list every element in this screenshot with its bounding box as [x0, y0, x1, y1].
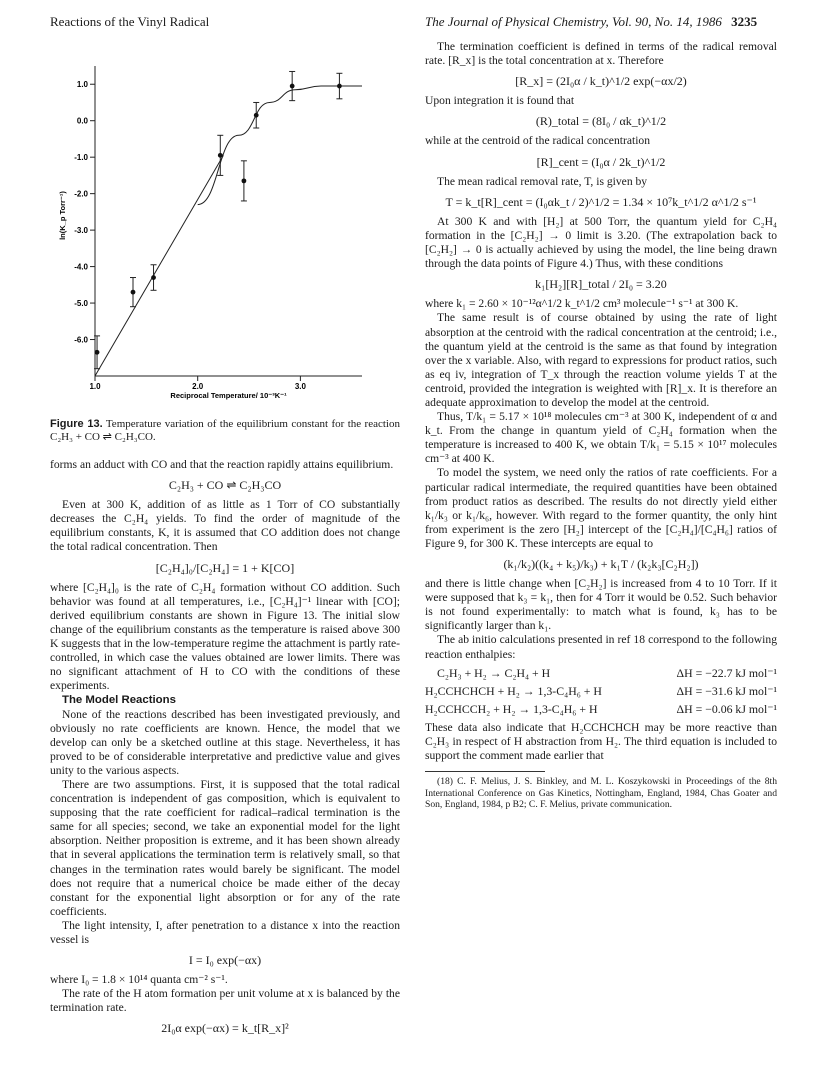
paragraph: forms an adduct with CO and that the reaction rapidly attains equilibrium. [50, 458, 394, 471]
saturation-curve [198, 86, 362, 205]
paragraph: while at the centroid of the radical concentration [425, 134, 651, 148]
paragraph: where I₀ = 1.8 × 10¹⁴ quanta cm⁻² s⁻¹. [50, 973, 228, 987]
data-point [218, 153, 223, 158]
y-tick-label: -2.0 [74, 189, 88, 199]
paragraph: where [C₂H₄]₀ is the rate of C₂H₄ formation without CO addition. Such behavior was found at all temperatures, i.e., [C₂H₄]⁻¹ linear with [CO]; derived equilibrium constants are shown in Figure 13. The initial slow change of the equilibrium constants as the temperature is raised above 300 K suggests that in the low-temperature regime the attachment is partly rate-controlled, in which case the values obtained are lower limits. There was no significant attachment of H to CO with the conditions of these experiments. [50, 580, 400, 693]
equation: [R_x] = (2I₀α / k_t)^1/2 exp(−αx/2) [515, 74, 687, 89]
reference-18: (18) C. F. Melius, J. S. Binkley, and M. L. Koszykowski in Proceedings of the 8th International Conference on Gas Kinetics, Nottingham, England, 1984, Chas Goater and Son, England, 1984, p B2; C. F. Melius, private communication. [425, 776, 777, 811]
data-point [95, 350, 100, 355]
paragraph: There are two assumptions. First, it is supposed that the total radical concentration is independent of gas composition, which is equivalent to supposing that the rate coefficient for radical–radical termination is the same for all species; second, we take an exponential model for the light absorption. Neither proposition is extreme, and it has been shown already that in several applications the termination term is relatively small, so that changes in the termination rates would barely be significant. The model does not require that a numerical choice be made either of the decay constant for the exponential light absorption or for any of the rate coefficients. [50, 777, 400, 918]
reaction-line [425, 702, 777, 716]
equation: [C₂H₄]₀/[C₂H₄] = 1 + K[CO] [155, 560, 295, 575]
paragraph: The mean radical removal rate, T, is given by [437, 174, 648, 188]
equation: (k₁/k₂)((k₄ + k₅)/k₃) + k₁T / (k₂k₃[C₂H₂]) [503, 557, 699, 571]
paragraph: Thus, T/k₁ = 5.17 × 10¹⁸ molecules cm⁻³ at 300 K, independent of α and k_t. From the change in quantum yield of C₂H₄ formation when the temperature is increased to 400 K, we obtain T/k₁ = 5.15 × 10¹⁷ molecules cm⁻³ at 400 K. [425, 410, 777, 466]
paragraph: These data also indicate that H₂CCHCHCH may be more reactive than C₂H₃ in respect of H abstraction from H₂. The third equation is included to support the comment made earlier that [425, 720, 777, 763]
reaction-enthalpy: ΔH = −22.7 kJ mol⁻¹ [676, 665, 777, 680]
footnote-rule [425, 771, 545, 772]
page-number: 3235 [731, 14, 758, 29]
reaction-line [425, 684, 777, 698]
reaction: H₂CCHCHCH + H₂ → 1,3-C₄H₆ + H [425, 683, 602, 698]
y-tick-label: -4.0 [74, 262, 88, 272]
caption-text: Temperature variation of the equilibrium constant for the reaction C₂H₃ + CO ⇌ C₂H₃CO. [50, 418, 400, 443]
reaction-line [425, 666, 777, 680]
equation: I = I₀ exp(−αx) [188, 953, 262, 968]
reaction: H₂CCHCCH₂ + H₂ → 1,3-C₄H₆ + H [425, 701, 598, 716]
journal-citation: The Journal of Physical Chemistry, Vol. 90, No. 14, 1986 [425, 14, 722, 29]
y-tick-label: 0.0 [76, 116, 88, 126]
equation: k₁[H₂][R]_total / 2I₀ = 3.20 [535, 277, 667, 292]
running-head-right [425, 14, 757, 30]
left-column [50, 458, 400, 1042]
running-head-left: Reactions of the Vinyl Radical [50, 14, 210, 29]
paragraph: To model the system, we need only the ratios of rate coefficients. For a particular radical intermediate, the required quantities have been obtained from product ratios as described. The results do not directly yield either k₁/k₃ or k₁/k₆, however. With regard to the former quantity, the only hint from experiment is the zero [H₂] intercept of the [C₂H₄]/[C₄H₆] ratios of Figure 9, for 300 K. These intercepts are equal to [425, 466, 777, 550]
data-point [151, 275, 156, 280]
equation: 2I₀α exp(−αx) = k_t[R_x]² [161, 1021, 289, 1036]
reaction-enthalpy: ΔH = −0.06 kJ mol⁻¹ [676, 701, 777, 716]
data-point [290, 84, 295, 89]
paragraph: and there is little change when [C₂H₂] is increased from 4 to 10 Torr. If it were supposed that k₃ = k₁, then for 4 Torr it would be 0.52. Such behavior is not found experimentally: to match what is found, k₃ has to be significantly larger than k₁. [425, 577, 777, 633]
x-tick-label: 3.0 [294, 382, 306, 391]
y-tick-label: -6.0 [74, 335, 88, 345]
equation: [R]_cent = (I₀α / 2k_t)^1/2 [536, 154, 666, 169]
equation: T = k_t[R]_cent = (I₀αk_t / 2)^1/2 = 1.34 × 10⁷k_t^1/2 α^1/2 s⁻¹ [445, 194, 757, 209]
data-point [242, 178, 247, 183]
paragraph: Even at 300 K, addition of as little as 1 Torr of CO substantially decreases the C₂H₄ yields. To find the order of magnitude of the equilibrium constants, K, it is assumed that CO addition does not change the total radical concentration. Then [50, 498, 400, 554]
right-column [425, 40, 777, 810]
data-point [254, 113, 259, 118]
x-axis-label: Reciprocal Temperature/ 10⁻³K⁻¹ [170, 391, 287, 400]
data-point [337, 84, 342, 89]
figure-caption [50, 418, 400, 444]
x-tick-label: 1.0 [89, 382, 101, 391]
y-tick-label: -3.0 [74, 226, 88, 236]
paragraph: where k₁ = 2.60 × 10⁻¹²α^1/2 k_t^1/2 cm³ molecule⁻¹ s⁻¹ at 300 K. [425, 297, 739, 311]
x-tick-label: 2.0 [192, 382, 204, 391]
caption-label: Figure 13. [50, 418, 103, 430]
paragraph: Upon integration it is found that [425, 94, 575, 108]
figure-13-chart [50, 58, 390, 418]
paragraph: The termination coefficient is defined in terms of the radical removal rate. [R_x] is the total concentration at x. Therefore [425, 40, 777, 68]
y-tick-label: -1.0 [74, 153, 88, 163]
y-tick-label: 1.0 [76, 80, 88, 90]
paragraph: None of the reactions described has been investigated previously, and obviously no rate coefficients are known. Hence, the model that we develop can only be a sketched outline at this stage. Nevertheless, it has proved to be of considerable interpretative and predictive value and gives unity to the various aspects. [50, 707, 400, 777]
paragraph: The ab initio calculations presented in ref 18 correspond to the following reaction enthalpies: [425, 633, 777, 661]
paragraph: At 300 K and with [H₂] at 500 Torr, the quantum yield for C₂H₄ formation in the [C₂H₂] → 0 limit is 3.20. (The extrapolation back to [C₂H₂] → 0 is actually achieved by using the model, the line being drawn through the data points of Figure 4.) Thus, with these conditions [425, 214, 777, 271]
paragraph: The light intensity, I, after penetration to a distance x into the reaction vessel is [50, 918, 400, 946]
paragraph: The rate of the H atom formation per unit volume at x is balanced by the termination rate. [50, 987, 400, 1015]
section-heading: The Model Reactions [62, 694, 176, 707]
y-tick-label: -5.0 [74, 299, 88, 309]
linear-fit-line [95, 155, 223, 376]
equation: C₂H₃ + CO ⇌ C₂H₃CO [168, 478, 282, 493]
equation: (R)_total = (8I₀ / αk_t)^1/2 [535, 114, 667, 129]
reaction: C₂H₃ + H₂ → C₂H₄ + H [437, 665, 551, 680]
data-point [131, 290, 136, 295]
paragraph: The same result is of course obtained by using the rate of light absorption at the centroid with the radical concentration at the centroid; i.e., the quantum yield at the centroid is the same as that found by integration over the x variable. Also, with regard to expressions for product ratios, such as eq iv, integration of T_x through the reaction volume yields T at the centroid, provided the integration is weighted with [R]_x. It is therefore an adequate approximation to develop the model at the centroid. [425, 311, 777, 409]
y-axis-label: ln(K_p Torr⁻¹) [58, 191, 67, 240]
reaction-enthalpy: ΔH = −31.6 kJ mol⁻¹ [676, 683, 777, 698]
